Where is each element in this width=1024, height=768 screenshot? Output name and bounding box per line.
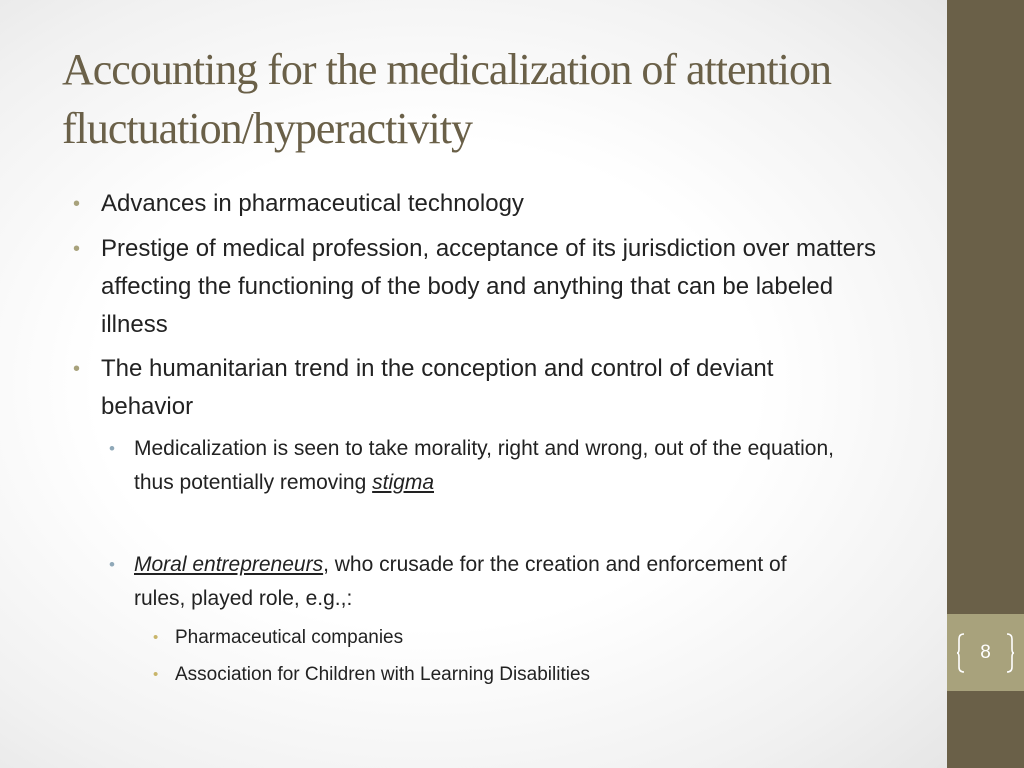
- bullet-text: The humanitarian trend in the conception and control of deviant behavior: [101, 355, 774, 420]
- sub-sub-bullet-text: Association for Children with Learning Disabilities: [175, 664, 591, 685]
- sub-bullet-text: Medicalization is seen to take morality, right and wrong, out of the equation, thus potentially removing: [134, 437, 835, 494]
- bracket-right-icon: [1006, 633, 1014, 673]
- bullet-text: Prestige of medical profession, acceptance of its jurisdiction over matters affecting the functioning of the body and anything that can be labeled illness: [101, 235, 877, 338]
- sub-bullet-text: , who crusade for the creation and enforcement of rules, played role, e.g.,:: [134, 553, 787, 610]
- bullet-dot: •: [153, 629, 159, 646]
- sub-bullet-item: [109, 432, 874, 500]
- bullet-dot: •: [73, 193, 81, 215]
- bullet-dot: •: [73, 238, 81, 260]
- sub-bullet-item: [109, 548, 834, 616]
- slide-title: Accounting for the medicalization of attention fluctuation/hyperactivity: [62, 45, 831, 153]
- emphasis-term-moral-entrepreneurs: Moral entrepreneurs: [134, 553, 324, 576]
- bullet-text: Advances in pharmaceutical technology: [101, 190, 524, 217]
- bullet-item: [73, 230, 881, 344]
- sub-sub-bullet-item: [153, 619, 875, 656]
- emphasis-term-stigma: stigma: [372, 471, 434, 494]
- bullet-dot: •: [73, 358, 81, 380]
- bullet-item: [73, 350, 861, 426]
- page-number: 8: [980, 641, 991, 663]
- sub-sub-bullet-text: Pharmaceutical companies: [175, 627, 404, 648]
- page-number-box: [947, 614, 1024, 691]
- bullet-dot: •: [109, 439, 115, 458]
- bullet-item: [73, 185, 901, 223]
- bullet-dot: •: [109, 555, 115, 574]
- bullet-dot: •: [153, 666, 159, 683]
- sub-sub-bullet-item: [153, 656, 875, 693]
